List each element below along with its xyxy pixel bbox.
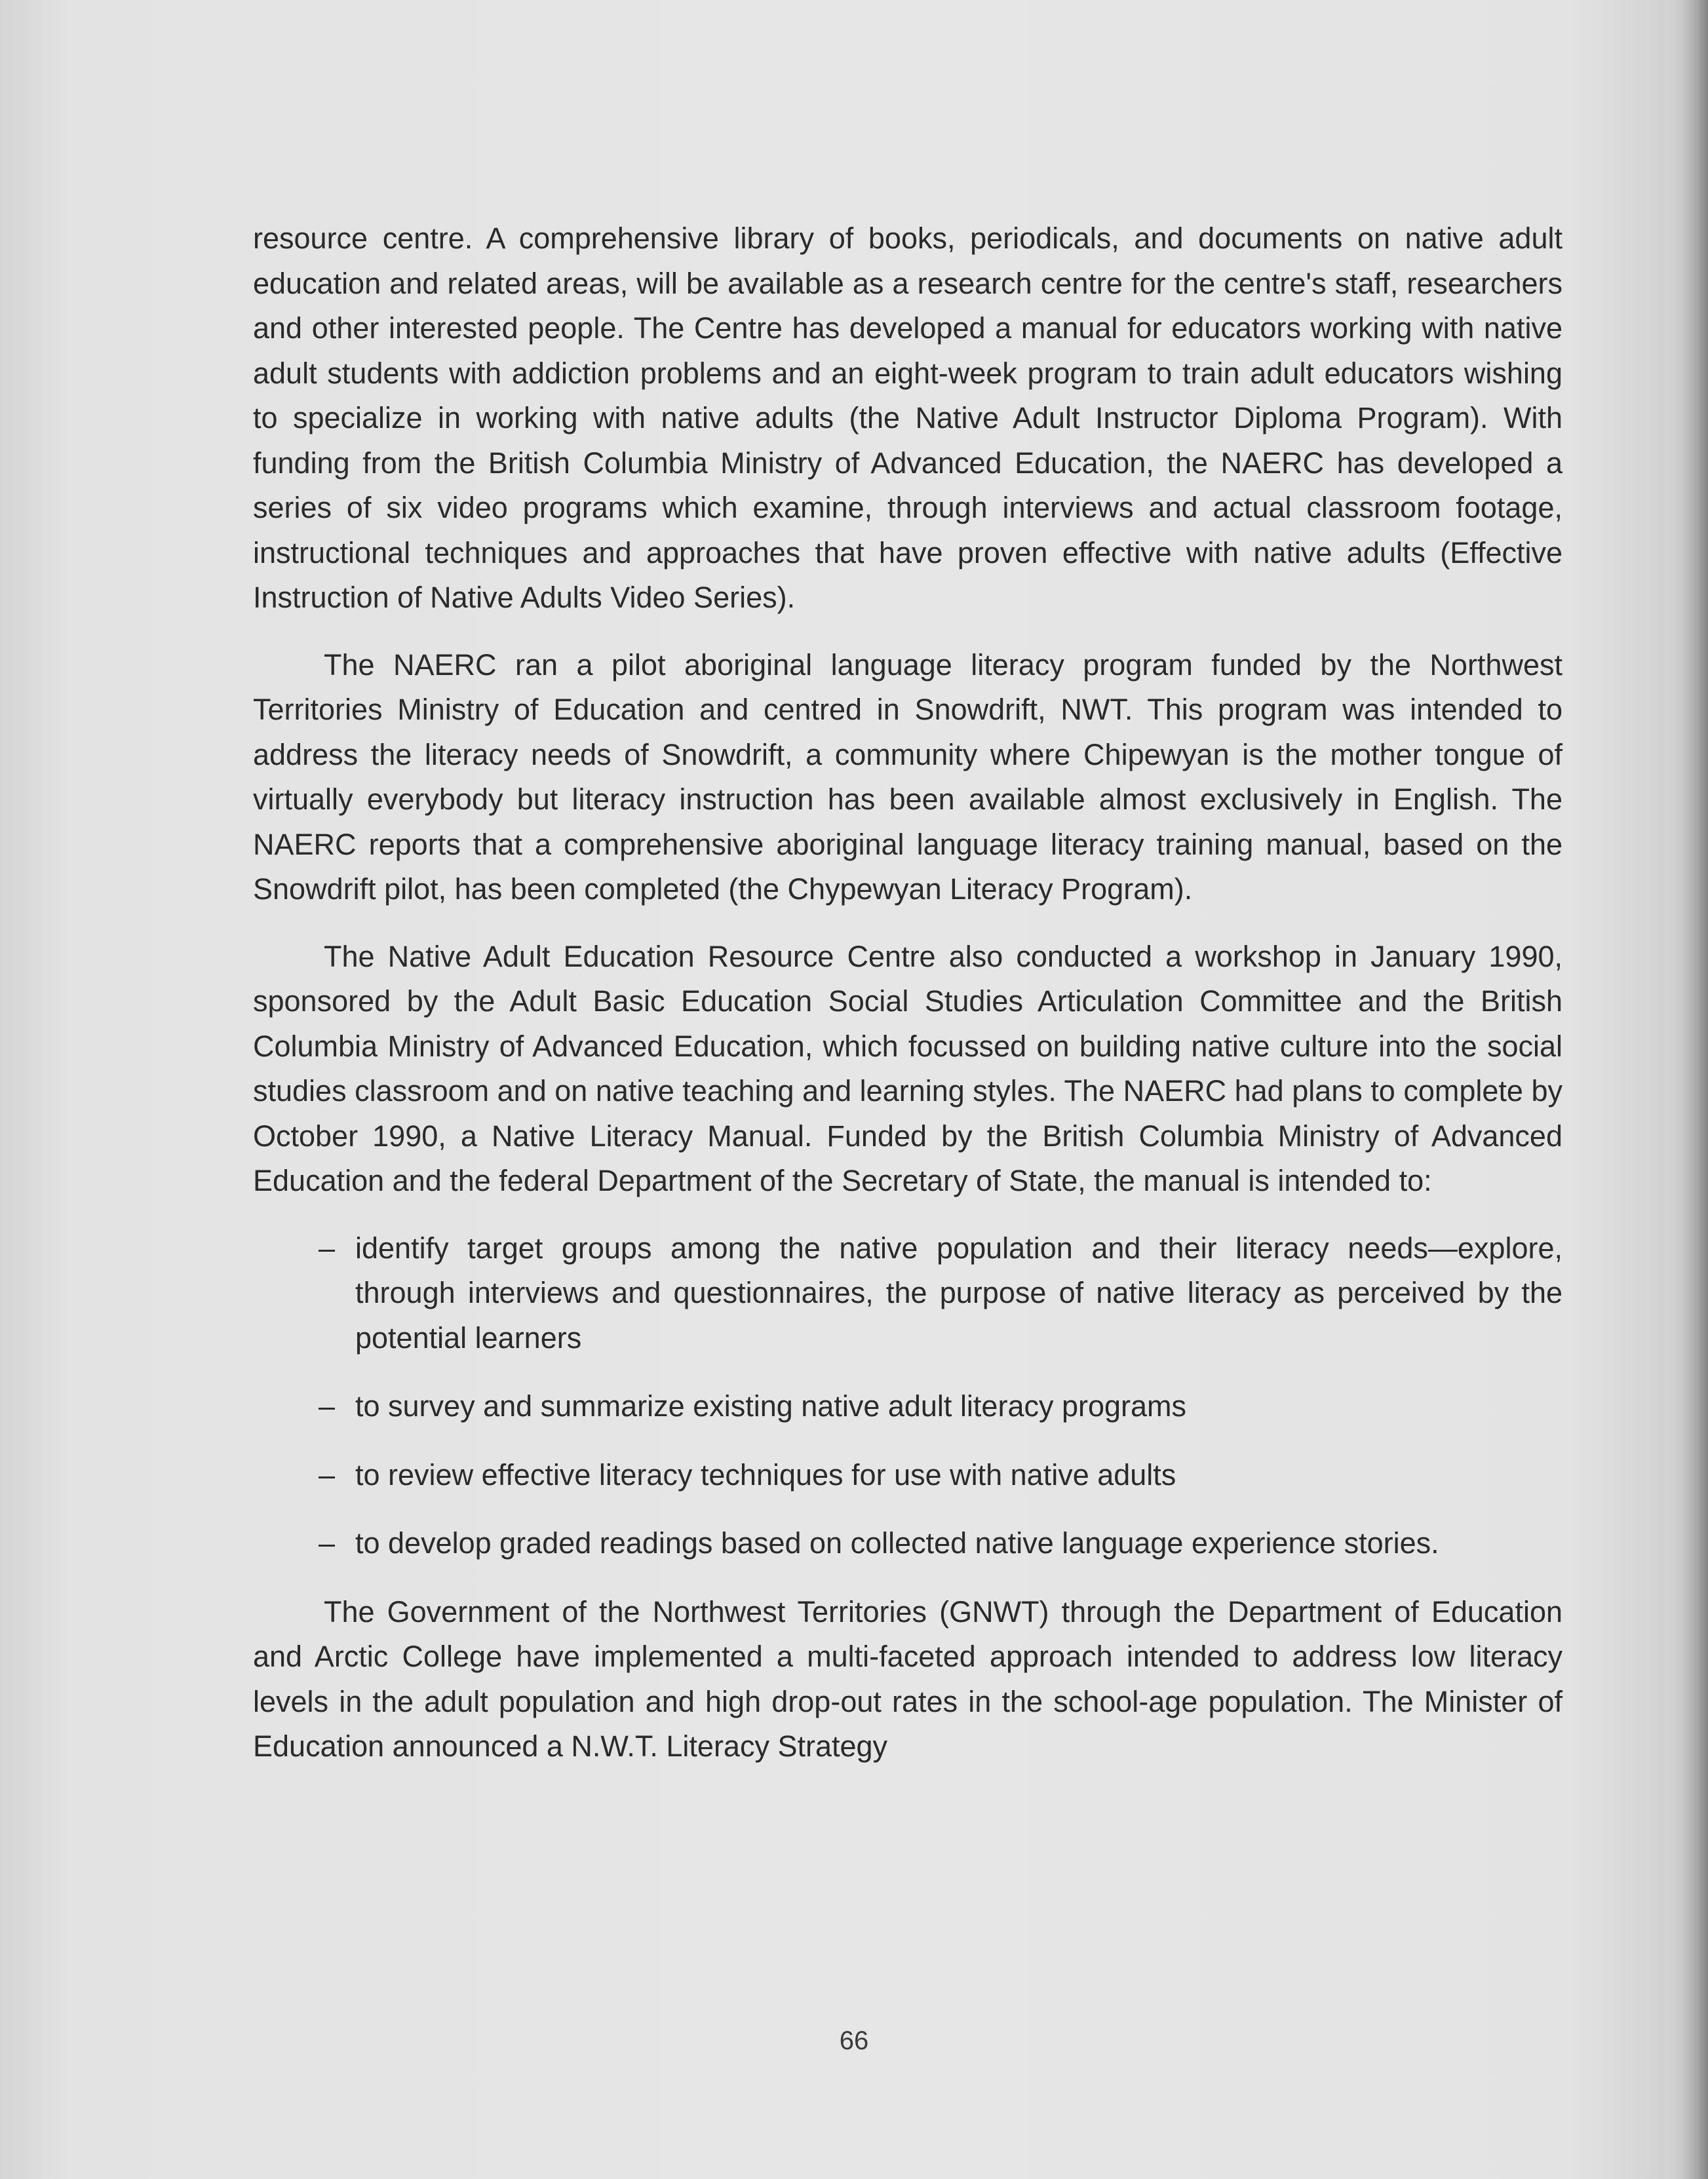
list-item bbox=[319, 1521, 1562, 1566]
list-item-text: identify target groups among the native population and their literacy needs—explore, through interviews and questionnaires, the purpose of native literacy as perceived by the potential learners bbox=[355, 1231, 1562, 1355]
page-edge-shadow bbox=[1682, 0, 1708, 2179]
list-item bbox=[319, 1384, 1562, 1429]
list-item bbox=[319, 1226, 1562, 1361]
dash-marker: – bbox=[319, 1526, 336, 1560]
list-item-text: to develop graded readings based on collected native language experience stories. bbox=[355, 1526, 1439, 1560]
paragraph-snowdrift-pilot: The NAERC ran a pilot aboriginal language literacy program funded by the Northwest Territories Ministry of Education and centred in Snowdrift, NWT. This program was intended to address the literacy needs of Snowdrift, a community where Chipewyan is the mother tongue of virtually everybody but literacy instruction has been available almost exclusively in English. The NAERC reports that a comprehensive aboriginal language literacy training manual, based on the Snowdrift pilot, has been completed (the Chypewyan Literacy Program). bbox=[253, 647, 1562, 906]
dash-marker: – bbox=[319, 1457, 336, 1492]
paragraph-continuation: resource centre. A comprehensive library of books, periodicals, and documents on native adult education and related areas, will be available as a research centre for the centre's staff, researchers and other interested people. The Centre has developed a manual for educators working with native adult students with addiction problems and an eight-week program to train adult educators wishing to specialize in working with native adults (the Native Adult Instructor Diploma Program). With funding from the British Columbia Ministry of Advanced Education, the NAERC has developed a series of six video programs which examine, through interviews and actual classroom footage, instructional techniques and approaches that have proven effective with native adults (Effective Instruction of Native Adults Video Series). bbox=[253, 222, 1562, 614]
dash-marker: – bbox=[319, 1389, 336, 1423]
manual-goals-list bbox=[253, 1226, 1562, 1566]
list-item bbox=[319, 1453, 1562, 1498]
paragraph-gnwt: The Government of the Northwest Territories (GNWT) through the Department of Education and Arctic College have implemented a multi-faceted approach intended to address low literacy levels in the adult population and high drop-out rates in the school-age population. The Minister of Education announced a N.W.T. Literacy Strategy bbox=[253, 1594, 1562, 1763]
page-number: 66 bbox=[839, 2026, 869, 2055]
paragraph-naerc-workshop: The Native Adult Education Resource Centre also conducted a workshop in January 1990, sponsored by the Adult Basic Education Social Studies Articulation Committee and the British Columbia Ministry of Advanced Education, which focussed on building native culture into the social studies classroom and on native teaching and learning styles. The NAERC had plans to complete by October 1990, a Native Literacy Manual. Funded by the British Columbia Ministry of Advanced Education and the federal Department of the Secretary of State, the manual is intended to: bbox=[253, 939, 1562, 1197]
list-item-text: to review effective literacy techniques for use with native adults bbox=[355, 1457, 1176, 1492]
dash-marker: – bbox=[319, 1231, 336, 1265]
list-item-text: to survey and summarize existing native adult literacy programs bbox=[355, 1389, 1187, 1423]
body-text bbox=[253, 216, 1562, 1792]
